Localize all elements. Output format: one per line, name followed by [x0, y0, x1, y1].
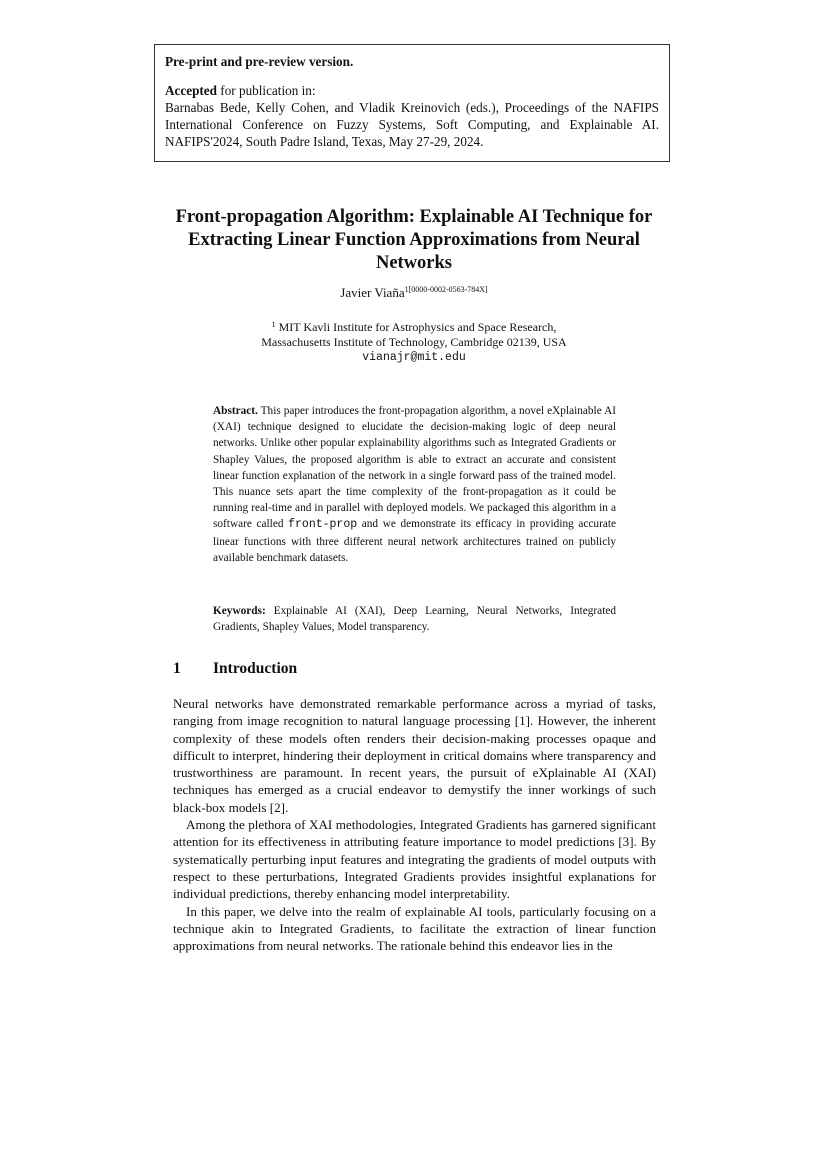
author-name: Javier Viaña [340, 285, 405, 300]
notice-citation: Barnabas Bede, Kelly Cohen, and Vladik Kreinovich (eds.), Proceedings of the NAFIPS International Conference on Fuzzy Systems, Soft Computing, and Explainable AI. NAFIPS'2024, South Padre Island, Texas, May 27-29, 2024. [165, 100, 659, 149]
section-heading-introduction [173, 660, 297, 678]
abstract [213, 403, 616, 566]
abstract-text-1: This paper introduces the front-propagation algorithm, a novel eXplainable AI (XAI) technique designed to elucidate the decision-making logic of deep neural networks. Unlike other popular explainability algorithms such as Integrated Gradients or Shapley Values, the proposed algorithm is able to extract an accurate and consistent linear function explanation of the network in a single forward pass of the trained model. This nuance sets apart the time complexity of the front-propagation as it could be running real-time and in parallel with deployed models. We packaged this algorithm in a software called [213, 405, 616, 531]
affiliation-line1: MIT Kavli Institute for Astrophysics and Space Research, [275, 320, 557, 334]
notice-heading: Pre-print and pre-review version. [165, 54, 354, 69]
affiliation-line2: Massachusetts Institute of Technology, Cambridge 02139, USA [261, 335, 567, 349]
introduction-body [173, 695, 656, 954]
abstract-label: Abstract. [213, 405, 258, 417]
keywords-label: Keywords: [213, 605, 266, 617]
paragraph: Neural networks have demonstrated remarkable performance across a myriad of tasks, ranging from image recognition to natural language processing [1]. However, the inherent complexity of these models often renders their decision-making processes opaque and difficult to interpret, hindering their deployment in critical domains where transparency and trustworthiness are paramount. In recent years, the pursuit of eXplainable AI (XAI) techniques has emerged as a crucial endeavor to demystify the inner workings of such black-box models [2]. [173, 696, 656, 815]
author-email: vianajr@mit.edu [362, 351, 466, 364]
paper-title: Front-propagation Algorithm: Explainable AI Technique for Extracting Linear Function Approximations from Neural Networks [175, 207, 653, 273]
affiliation [150, 317, 678, 365]
abstract-code: front-prop [288, 518, 358, 532]
section-title: Introduction [213, 660, 298, 677]
abstract-text-2: and we demonstrate its efficacy in providing accurate linear functions with three different neural network architectures trained on publicly available benchmark datasets. [213, 518, 617, 564]
paragraph: In this paper, we delve into the realm of explainable AI tools, particularly focusing on a technique akin to Integrated Gradients, to facilitate the extraction of linear function approximations from neural networks. The rationale behind this endeavor lies in the [173, 903, 656, 954]
paragraph: Among the plethora of XAI methodologies, Integrated Gradients has garnered significant attention for its effectiveness in attributing feature importance to model predictions [3]. By systematically perturbing input features and integrating the gradients of model outputs with respect to these perturbations, Integrated Gradients provides insightful explanations for individual predictions, thereby enhancing model interpretability. [173, 817, 656, 902]
keywords-text: Explainable AI (XAI), Deep Learning, Neural Networks, Integrated Gradients, Shapley Values, Model transparency. [213, 605, 616, 634]
preprint-notice-box [154, 44, 670, 162]
author-line [150, 285, 678, 301]
notice-accepted [165, 82, 659, 99]
author-orcid: 1[0000-0002-0563-784X] [404, 285, 488, 294]
affiliation-sup: 1 [271, 320, 276, 329]
accepted-text: for publication in: [217, 83, 316, 98]
accepted-label: Accepted [165, 83, 217, 98]
section-number: 1 [173, 660, 181, 677]
keywords [213, 603, 616, 635]
